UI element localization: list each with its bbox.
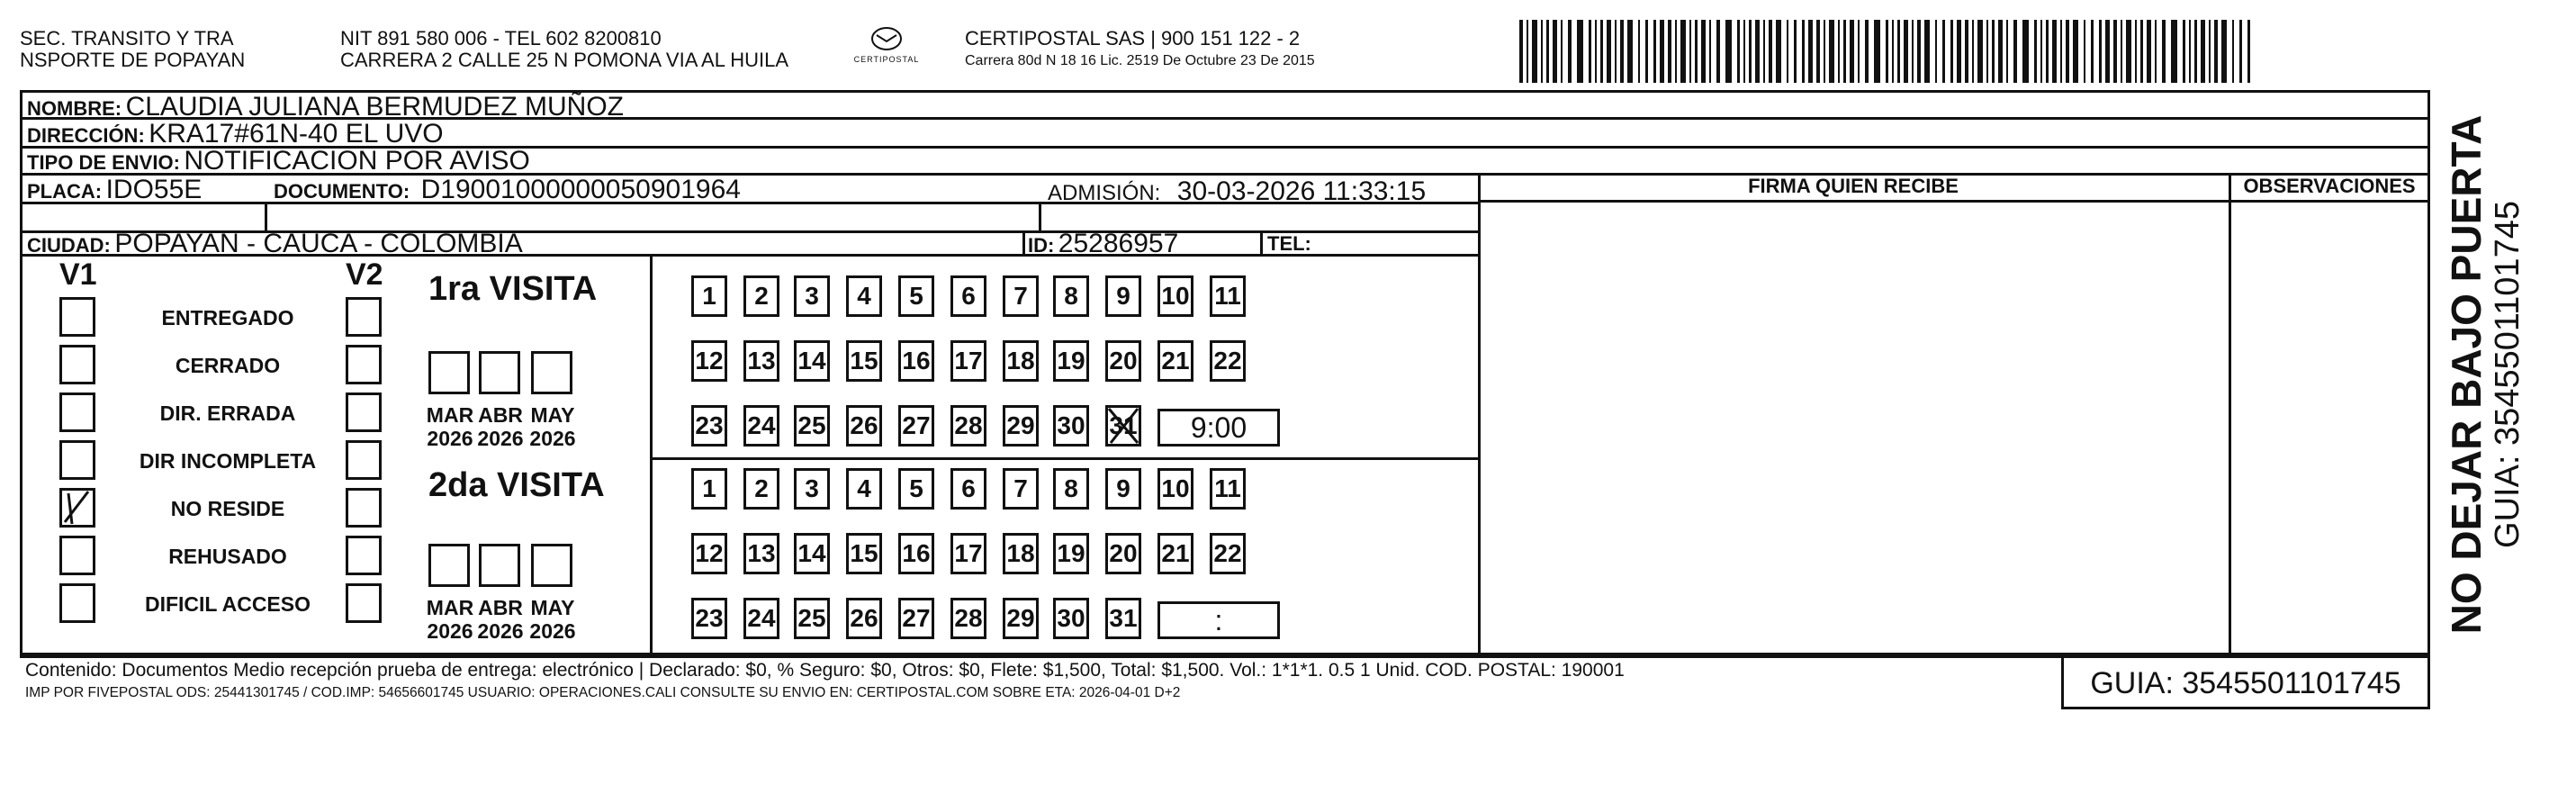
handwritten-x-mark xyxy=(1105,405,1141,447)
reason-label: DIR. ERRADA xyxy=(159,402,296,425)
reason-label: REHUSADO xyxy=(168,545,287,568)
day-box[interactable]: 1 xyxy=(691,275,727,317)
day-box[interactable]: 22 xyxy=(1210,340,1246,382)
side-guide-number: GUIA: 3545501101745 xyxy=(2489,201,2526,548)
day-box[interactable]: 6 xyxy=(950,275,986,317)
id-label: ID: xyxy=(1028,234,1055,257)
day-box[interactable]: 27 xyxy=(898,598,934,639)
day-box[interactable]: 14 xyxy=(794,533,830,574)
month-label: MAY 2026 xyxy=(529,403,576,451)
day-box[interactable]: 19 xyxy=(1053,340,1089,382)
reason-label: CERRADO xyxy=(175,354,281,377)
day-box[interactable]: 29 xyxy=(1003,598,1039,639)
day-box[interactable]: 28 xyxy=(950,405,986,447)
day-box[interactable]: 12 xyxy=(691,340,727,382)
day-box[interactable]: 20 xyxy=(1105,340,1141,382)
day-box[interactable]: 17 xyxy=(950,340,986,382)
city-value: POPAYAN - CAUCA - COLOMBIA xyxy=(114,229,523,258)
day-box[interactable]: 22 xyxy=(1210,533,1246,574)
day-box[interactable]: 17 xyxy=(950,533,986,574)
day-box[interactable]: 4 xyxy=(846,275,882,317)
day-box[interactable]: 23 xyxy=(691,405,727,447)
barcode-icon xyxy=(1519,20,2257,83)
issuer-line-1: SEC. TRANSITO Y TRA xyxy=(20,27,234,50)
v2-label: V2 xyxy=(346,257,383,292)
day-box[interactable]: 31 xyxy=(1105,598,1141,639)
v1-label: V1 xyxy=(59,257,97,292)
city-label: CIUDAD: xyxy=(27,234,111,257)
day-box[interactable]: 23 xyxy=(691,598,727,639)
day-box[interactable]: 19 xyxy=(1053,533,1089,574)
month-checkbox[interactable] xyxy=(428,544,470,587)
month-label: ABR 2026 xyxy=(477,403,524,451)
day-box[interactable]: 18 xyxy=(1003,533,1039,574)
reason-label: DIFICIL ACCESO xyxy=(144,592,311,616)
plate-label: PLACA: xyxy=(27,180,103,203)
day-box[interactable]: 10 xyxy=(1157,275,1193,317)
day-box[interactable]: 24 xyxy=(743,405,779,447)
recipient-name: CLAUDIA JULIANA BERMUDEZ MUÑOZ xyxy=(125,92,624,122)
day-box[interactable]: 15 xyxy=(846,340,882,382)
v2-checkbox[interactable] xyxy=(346,392,382,432)
shipment-type: NOTIFICACION POR AVISO xyxy=(184,146,530,176)
v2-checkbox[interactable] xyxy=(346,297,382,337)
plate-value: IDO55E xyxy=(105,175,203,204)
day-box[interactable]: 9 xyxy=(1105,275,1141,317)
shipment-type-label: TIPO DE ENVIO: xyxy=(27,151,180,174)
envelope-icon xyxy=(869,25,905,52)
month-label: MAR 2026 xyxy=(426,596,474,644)
v1-checkbox[interactable] xyxy=(59,345,95,384)
v1-checkbox[interactable] xyxy=(59,583,95,623)
address-line: CARRERA 2 CALLE 25 N POMONA VIA AL HUILA xyxy=(340,49,789,71)
visit2-title: 2da VISITA xyxy=(428,466,605,504)
reason-label: NO RESIDE xyxy=(170,497,285,520)
document-value: D19001000000050901964 xyxy=(420,175,741,204)
day-box[interactable]: 29 xyxy=(1003,405,1039,447)
recipient-address: KRA17#61N-40 EL UVO xyxy=(149,119,444,149)
reason-label: DIR INCOMPLETA xyxy=(139,449,317,473)
day-box[interactable]: 9 xyxy=(1105,468,1141,510)
day-box[interactable]: 15 xyxy=(846,533,882,574)
day-box[interactable]: 3 xyxy=(794,468,830,510)
v2-checkbox[interactable] xyxy=(346,536,382,575)
day-box[interactable]: 25 xyxy=(794,598,830,639)
handwritten-check-mark xyxy=(59,488,95,528)
day-box[interactable]: 7 xyxy=(1003,275,1039,317)
tel-label: TEL: xyxy=(1267,232,1311,255)
day-box[interactable]: 4 xyxy=(846,468,882,510)
admission-value: 30-03-2026 11:33:15 xyxy=(1176,176,1427,206)
day-box[interactable]: 25 xyxy=(794,405,830,447)
day-box[interactable]: 14 xyxy=(794,340,830,382)
carrier-line-2: Carrera 80d N 18 16 Lic. 2519 De Octubre 23 De 2015 xyxy=(965,53,1315,68)
day-box[interactable]: 26 xyxy=(846,598,882,639)
certipostal-logo: CERTIPOSTAL xyxy=(837,25,936,70)
day-box[interactable]: 2 xyxy=(743,275,779,317)
day-box[interactable]: 31 xyxy=(1105,405,1141,447)
nit-line: NIT 891 580 006 - TEL 602 8200810 xyxy=(340,27,662,50)
v1-checkbox[interactable] xyxy=(59,536,95,575)
admission-label: ADMISIÓN: xyxy=(1048,181,1161,205)
address-label: DIRECCIÓN: xyxy=(27,124,145,147)
day-box[interactable]: 24 xyxy=(743,598,779,639)
day-box[interactable]: 30 xyxy=(1053,405,1089,447)
v1-checkbox[interactable] xyxy=(59,392,95,432)
v2-checkbox[interactable] xyxy=(346,583,382,623)
carrier-line-1: CERTIPOSTAL SAS | 900 151 122 - 2 xyxy=(965,27,1301,50)
day-box[interactable]: 12 xyxy=(691,533,727,574)
day-box[interactable]: 1 xyxy=(691,468,727,510)
document-label: DOCUMENTO: xyxy=(274,180,410,203)
issuer-line-2: NSPORTE DE POPAYAN xyxy=(20,49,246,71)
month-label: MAR 2026 xyxy=(426,403,474,451)
v1-checkbox[interactable] xyxy=(59,297,95,337)
observations-area[interactable] xyxy=(2231,203,2427,653)
visit-time-field[interactable]: : xyxy=(1157,601,1280,639)
day-box[interactable]: 30 xyxy=(1053,598,1089,639)
day-box[interactable]: 26 xyxy=(846,405,882,447)
day-box[interactable]: 11 xyxy=(1210,468,1246,510)
day-box[interactable]: 8 xyxy=(1053,468,1089,510)
visit-time-field[interactable]: 9:00 xyxy=(1157,409,1280,447)
name-label: NOMBRE: xyxy=(27,97,122,120)
v2-checkbox[interactable] xyxy=(346,345,382,384)
warning-text: NO DEJAR BAJO PUERTA xyxy=(2443,114,2490,635)
print-line: IMP POR FIVEPOSTAL ODS: 25441301745 / COD.IMP: 54656601745 USUARIO: OPERACIONES.CALI CONSULTE SU ENVIO EN: CERTIPOSTAL.COM SOBRE ETA: 2026-04-01 D+2 xyxy=(25,685,1181,700)
day-box[interactable]: 16 xyxy=(898,340,934,382)
month-label: ABR 2026 xyxy=(477,596,524,644)
id-value: 25286957 xyxy=(1058,229,1179,258)
day-box[interactable]: 7 xyxy=(1003,468,1039,510)
month-checkbox[interactable] xyxy=(531,351,572,394)
day-box[interactable]: 2 xyxy=(743,468,779,510)
signature-area[interactable] xyxy=(1481,203,2226,653)
day-box[interactable]: 10 xyxy=(1157,468,1193,510)
footer-guide-number: GUIA: 3545501101745 xyxy=(2090,666,2401,700)
month-checkbox[interactable] xyxy=(428,351,470,394)
v2-checkbox[interactable] xyxy=(346,488,382,528)
v2-checkbox[interactable] xyxy=(346,440,382,480)
visit1-title: 1ra VISITA xyxy=(428,270,598,308)
reason-label: ENTREGADO xyxy=(161,306,294,329)
day-box[interactable]: 5 xyxy=(898,275,934,317)
day-box[interactable]: 11 xyxy=(1210,275,1246,317)
observations-header: OBSERVACIONES xyxy=(2243,175,2416,197)
day-box[interactable]: 6 xyxy=(950,468,986,510)
content-line: Contenido: Documentos Medio recepción prueba de entrega: electrónico | Declarado: $0, % Seguro: $0, Otros: $0, Flete: $1,500, Total: $1,500. Vol.: 1*1*1. 0.5 1 Unid. COD. POSTAL: 190001 xyxy=(25,660,1625,681)
v1-checkbox[interactable] xyxy=(59,440,95,480)
month-checkbox[interactable] xyxy=(531,544,572,587)
month-checkbox[interactable] xyxy=(479,544,520,587)
day-box[interactable]: 16 xyxy=(898,533,934,574)
day-box[interactable]: 18 xyxy=(1003,340,1039,382)
side-warning xyxy=(2436,114,2535,635)
day-box[interactable]: 13 xyxy=(743,340,779,382)
day-box[interactable]: 21 xyxy=(1157,340,1193,382)
signature-header: FIRMA QUIEN RECIBE xyxy=(1748,175,1959,197)
day-box[interactable]: 21 xyxy=(1157,533,1193,574)
month-label: MAY 2026 xyxy=(529,596,576,644)
day-box[interactable]: 13 xyxy=(743,533,779,574)
day-box[interactable]: 20 xyxy=(1105,533,1141,574)
day-box[interactable]: 28 xyxy=(950,598,986,639)
month-checkbox[interactable] xyxy=(479,351,520,394)
day-box[interactable]: 5 xyxy=(898,468,934,510)
day-box[interactable]: 27 xyxy=(898,405,934,447)
day-box[interactable]: 3 xyxy=(794,275,830,317)
day-box[interactable]: 8 xyxy=(1053,275,1089,317)
